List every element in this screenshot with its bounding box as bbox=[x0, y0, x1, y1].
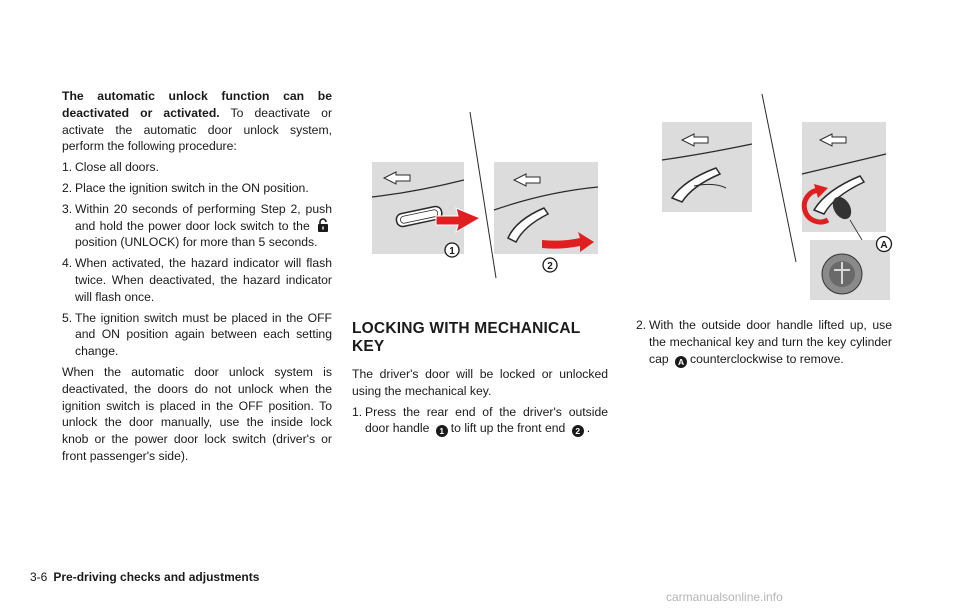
callout-2-label: 2 bbox=[547, 261, 553, 272]
step-text: position (UNLOCK) for more than 5 seconds. bbox=[75, 235, 318, 250]
step-number: 3. bbox=[62, 201, 73, 216]
step-text: Within 20 seconds of performing Step 2, push and hold the power door lock switch to the bbox=[75, 201, 332, 233]
step-text: Press the rear end of the driver's outside door handle bbox=[365, 404, 608, 436]
step-number: 1. bbox=[62, 160, 73, 175]
step-text: Close all doors. bbox=[75, 160, 159, 175]
unlock-icon bbox=[316, 218, 330, 233]
step-number: 5. bbox=[62, 310, 73, 325]
figure-door-handle-press bbox=[366, 92, 606, 282]
callout-a-label: A bbox=[880, 240, 888, 251]
intro-text: To deactivate or activate the automatic door unlock system, perform the following procedure: bbox=[62, 105, 332, 154]
list-item bbox=[352, 404, 608, 438]
step-text: The ignition switch must be placed in the OFF and ON position again between each setting change. bbox=[75, 310, 332, 359]
step-text: When activated, the hazard indicator will flash twice. When deactivated, the hazard indicator will flash once. bbox=[75, 256, 332, 304]
step-number: 2. bbox=[636, 318, 647, 332]
section-title: LOCKING WITH MECHANICAL KEY bbox=[352, 320, 581, 355]
step-number: 1. bbox=[352, 404, 363, 419]
list-item bbox=[62, 255, 332, 305]
step-text: . bbox=[586, 421, 591, 436]
figure-key-cylinder-cap bbox=[654, 92, 906, 302]
column-mechanical-key bbox=[352, 320, 608, 441]
list-item bbox=[62, 180, 332, 197]
list-item bbox=[62, 159, 332, 176]
step-text: counterclockwise to remove. bbox=[690, 351, 844, 366]
step-text: Place the ignition switch in the ON position. bbox=[75, 180, 309, 195]
procedure-list bbox=[352, 404, 608, 438]
procedure-list bbox=[636, 317, 892, 368]
callout-1-badge: 1 bbox=[436, 425, 448, 437]
callout-a-badge: A bbox=[675, 356, 687, 368]
divider-line bbox=[762, 94, 796, 262]
list-item bbox=[62, 201, 332, 251]
step-text: to lift up the front end bbox=[450, 421, 566, 436]
procedure-list bbox=[62, 159, 332, 360]
panel-lift-front bbox=[494, 162, 598, 254]
divider-line bbox=[470, 112, 496, 278]
panel-press-rear bbox=[372, 162, 464, 254]
step-number: 2. bbox=[62, 180, 73, 195]
page-number: 3-6 bbox=[30, 570, 48, 584]
panel-handle-lifted bbox=[662, 122, 752, 212]
paragraph-intro: The driver's door will be locked or unlocked using the mechanical key. bbox=[352, 367, 608, 398]
paragraph-closing: When the automatic door unlock system is deactivated, the doors do not unlock when the ignition switch is placed in the OFF position. To unlock the door manually, use the inside lock knob or the power door lock switch (driver's or front passenger's side). bbox=[62, 364, 332, 463]
callout-1-label: 1 bbox=[449, 246, 455, 257]
panel-cap-removal bbox=[802, 122, 886, 232]
callout-a bbox=[877, 237, 892, 252]
list-item bbox=[636, 317, 892, 368]
list-item bbox=[62, 310, 332, 360]
chapter-title: Pre-driving checks and adjustments bbox=[53, 570, 260, 584]
paragraph-intro bbox=[62, 88, 332, 155]
callout-1 bbox=[445, 243, 459, 257]
callout-2-badge: 2 bbox=[572, 425, 584, 437]
page-footer bbox=[30, 570, 259, 584]
column-automatic-unlock bbox=[62, 88, 332, 469]
step-text: With the outside door handle lifted up, use the mechanical key and turn the key cylinder cap bbox=[649, 318, 892, 366]
column-key-cylinder bbox=[636, 317, 892, 372]
step-number: 4. bbox=[62, 256, 73, 271]
callout-2 bbox=[543, 258, 557, 272]
bold-heading: The automatic unlock function can be deactivated or activated. bbox=[62, 89, 332, 120]
watermark: carmanualsonline.info bbox=[666, 590, 783, 604]
